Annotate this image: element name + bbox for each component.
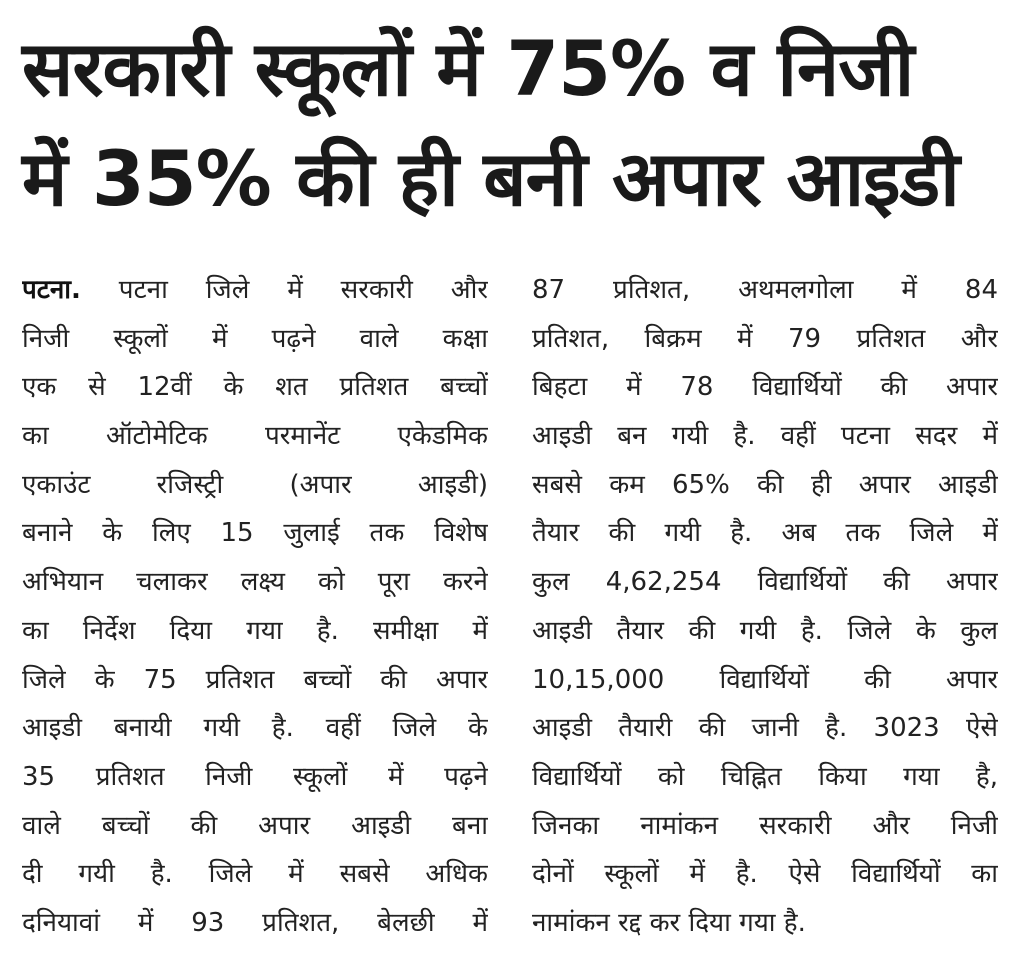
article-line: बनाने के लिए 15 जुलाई तक विशेष xyxy=(22,518,488,549)
dateline: पटना. xyxy=(22,275,81,305)
article-line: वाले बच्चों की अपार आइडी बना xyxy=(22,810,488,841)
article-line: का निर्देश दिया गया है. समीक्षा में xyxy=(22,615,488,646)
article-line xyxy=(22,266,488,315)
article-line: कुल 4,62,254 विद्यार्थियों की अपार xyxy=(532,567,998,598)
article-line: आइडी बन गयी है. वहीं पटना सदर में xyxy=(532,421,998,452)
article-line: आइडी तैयारी की जानी है. 3023 ऐसे xyxy=(532,713,998,744)
article-line: नामांकन रद्द कर दिया गया है. xyxy=(532,907,806,938)
article-line: 35 प्रतिशत निजी स्कूलों में पढ़ने xyxy=(22,761,488,792)
article-line: आइडी बनायी गयी है. वहीं जिले के xyxy=(22,713,488,744)
article-line-text: पटना जिले में सरकारी और xyxy=(118,275,488,305)
article-line: सबसे कम 65% की ही अपार आइडी xyxy=(532,469,998,500)
article-line: आइडी तैयार की गयी है. जिले के कुल xyxy=(532,615,998,646)
article-line: एक से 12वीं के शत प्रतिशत बच्चों xyxy=(22,372,488,403)
headline-line-2: में 35% की ही बनी अपार आइडी xyxy=(22,134,959,223)
article-line: दनियावां में 93 प्रतिशत, बेलछी में xyxy=(22,907,488,938)
article-line: प्रतिशत, बिक्रम में 79 प्रतिशत और xyxy=(532,323,998,354)
article-line: दोनों स्कूलों में है. ऐसे विद्यार्थियों का xyxy=(532,859,998,890)
article-line: बिहटा में 78 विद्यार्थियों की अपार xyxy=(532,372,998,403)
article-line: का ऑटोमेटिक परमानेंट एकेडमिक xyxy=(22,421,488,452)
right-column xyxy=(532,266,998,948)
article-line: 87 प्रतिशत, अथमलगोला में 84 xyxy=(532,275,998,305)
article-line: अभियान चलाकर लक्ष्य को पूरा करने xyxy=(22,567,488,598)
headline-line-1: सरकारी स्कूलों में 75% व निजी xyxy=(22,24,914,113)
article-line: निजी स्कूलों में पढ़ने वाले कक्षा xyxy=(22,323,488,354)
article-line: विद्यार्थियों को चिह्नित किया गया है, xyxy=(532,761,998,792)
article-body xyxy=(22,266,998,948)
article-line: जिले के 75 प्रतिशत बच्चों की अपार xyxy=(22,664,488,695)
article-line: 10,15,000 विद्यार्थियों की अपार xyxy=(532,664,998,695)
headline xyxy=(22,14,998,234)
left-column xyxy=(22,266,488,948)
article-line: जिनका नामांकन सरकारी और निजी xyxy=(532,810,998,841)
article-line: एकाउंट रजिस्ट्री (अपार आइडी) xyxy=(22,469,488,500)
article-line: तैयार की गयी है. अब तक जिले में xyxy=(532,518,998,549)
article-line: दी गयी है. जिले में सबसे अधिक xyxy=(22,859,488,890)
